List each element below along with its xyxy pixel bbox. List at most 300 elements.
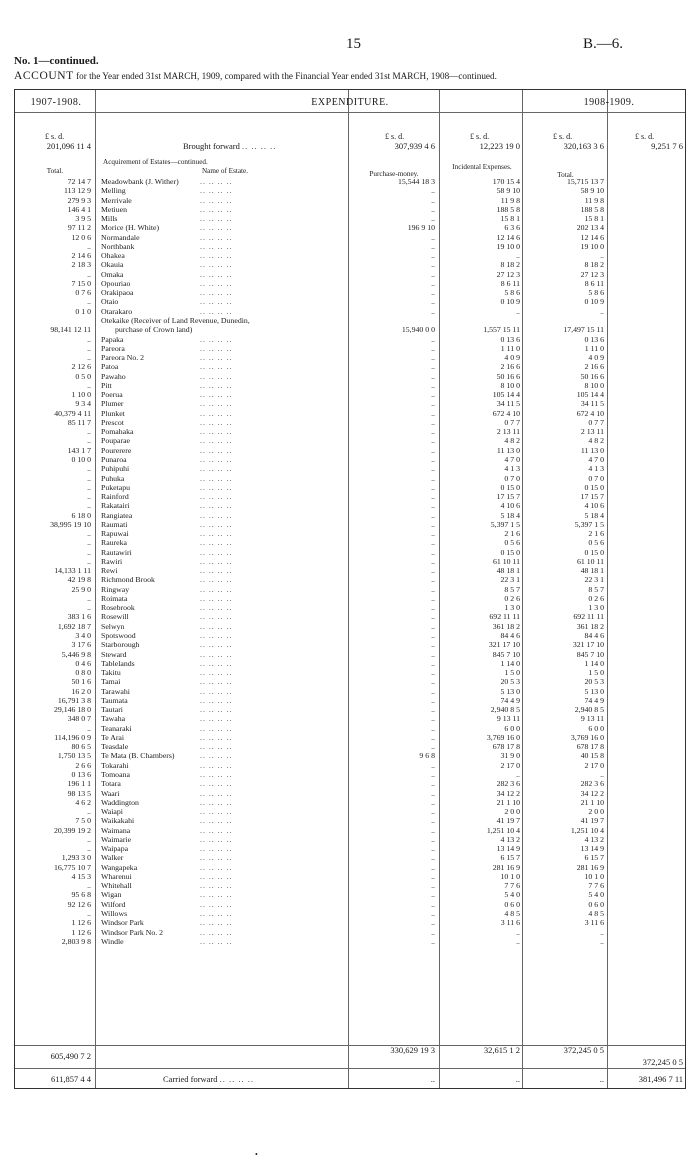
incidental-expenses-cell: 3,769 16 0 [486,732,520,742]
leader-dots: .. .. .. .. [200,473,233,483]
estate-name-cell: Punaroa [101,454,127,464]
table-row [15,242,687,251]
estate-name-cell: Pomahaka [101,427,134,437]
incidental-expenses-cell: 2,940 8 5 [490,705,520,715]
leader-dots: .. .. .. .. [200,464,233,474]
total-cell: 0 7 0 [588,473,604,483]
section-label: Acquirement of Estates—continued. [103,158,208,166]
prev-year-cell: 92 12 6 [67,899,91,909]
bf-label: Brought forward [183,141,240,151]
incidental-expenses-cell: 321 17 10 [488,640,520,650]
table-row [15,446,687,455]
purchase-money-cell: .. [431,297,435,307]
total-cell: 1 5 0 [588,668,604,678]
prev-year-cell: .. [87,353,91,363]
total-cell: 27 12 3 [580,269,604,279]
prev-year-cell: .. [87,538,91,548]
estate-name-cell: Mills [101,214,118,224]
leader-dots: .. .. .. .. [200,825,233,835]
incidental-expenses-cell: 15 8 1 [500,214,520,224]
table-row [15,696,687,705]
total-cell: 84 4 6 [584,631,604,641]
total-cell: 845 7 10 [576,649,604,659]
leader-dots: .. .. .. .. [200,445,233,455]
purchase-money-cell: .. [431,640,435,650]
total-cell: 2,940 8 5 [574,705,604,715]
purchase-money-cell: .. [431,464,435,474]
table-row [15,186,687,195]
prev-year-cell: 40,379 4 11 [54,408,91,418]
leader-dots: .. .. .. .. [200,593,233,603]
table-row [15,362,687,371]
table-row [15,297,687,306]
subtotal-incidental: 32,615 1 2 [483,1045,520,1055]
total-cell: 3,769 16 0 [570,732,604,742]
incidental-expenses-cell: 170 15 4 [492,177,520,186]
estate-name-cell: Raureka [101,538,127,548]
leader-dots: .. .. .. .. [200,380,233,390]
incidental-expenses-cell: 12 14 6 [496,232,520,242]
prev-year-cell: 0 4 6 [75,658,91,668]
incidental-expenses-cell: 21 1 10 [496,797,520,807]
prev-year-cell: 1,293 3 0 [61,853,91,863]
leader-dots: .. .. .. .. [200,603,233,613]
table-row [15,770,687,779]
estate-name-cell: Starborough [101,640,140,650]
incidental-expenses-cell: 0 7 7 [504,417,520,427]
total-cell: 11 9 8 [584,195,604,205]
leader-dots: .. .. .. .. [200,927,233,937]
prev-year-cell: 7 5 0 [75,816,91,826]
table-row [15,909,687,918]
table-row [15,668,687,677]
prev-year-cell: .. [87,492,91,502]
table-row [15,399,687,408]
prev-year-cell: 9 3 4 [75,399,91,409]
table-row [15,205,687,214]
purchase-money-cell: .. [431,890,435,900]
estate-name-cell: Wigan [101,890,122,900]
estate-name-cell: Puhipuhi [101,464,130,474]
purchase-money-cell: .. [431,631,435,641]
estate-name-cell: Rangiatea [101,510,133,520]
purchase-money-cell: .. [431,927,435,937]
total-cell: 74 4 9 [584,695,604,705]
total-cell: 5 18 4 [584,510,604,520]
table-row [15,798,687,807]
estate-name-cell: Wilford [101,899,126,909]
purchase-money-cell: .. [431,417,435,427]
estate-name-cell: Totara [101,779,121,789]
prev-year-cell: .. [87,464,91,474]
table-row [15,853,687,862]
table-row [15,751,687,760]
prev-year-cell: 1,750 13 5 [57,751,91,761]
purchase-money-cell: .. [431,862,435,872]
total-cell: 2 16 6 [584,362,604,372]
name-label: Name of Estate. [201,167,249,175]
prev-year-cell: 0 8 0 [75,668,91,678]
incidental-expenses-cell: 5 18 4 [500,510,520,520]
total-cell: 2 0 0 [588,807,604,817]
table-row [15,863,687,872]
estate-name-cell: Puhuka [101,473,125,483]
incidental-expenses-cell: .. [516,251,520,261]
estate-name-cell: Wharenui [101,871,132,881]
incidental-expenses-cell: 61 10 11 [493,556,520,566]
total-cell: 11 13 0 [580,445,604,455]
prev-year-cell: 279 9 3 [67,195,91,205]
total-cell: 1 3 0 [588,603,604,613]
leader-dots: .. .. .. .. [200,399,233,409]
table-row [15,881,687,890]
purchase-money-cell: .. [431,436,435,446]
total-cell: 20 5 3 [584,677,604,687]
table-row [15,687,687,696]
table-row [15,307,687,316]
prev-year-cell: 1 12 6 [71,918,91,928]
purchase-money-cell: .. [431,204,435,214]
total-cell: 0 15 0 [584,482,604,492]
prev-year-cell: .. [87,881,91,891]
prev-year-cell: 0 1 0 [75,306,91,316]
continued-subtitle: No. 1—continued. [14,55,99,67]
leader-dots: .. .. .. .. [200,695,233,705]
purchase-money-cell: .. [431,834,435,844]
table-row [15,529,687,538]
incidental-expenses-cell: 34 11 5 [496,399,520,409]
estate-name-cell: Ohakea [101,251,125,261]
estate-name-cell: Wangapeka [101,862,138,872]
leader-dots: .. .. .. .. [200,186,233,196]
leader-dots: .. .. .. .. [200,195,233,205]
estate-name-cell: Otaio [101,297,119,307]
account-word: ACCOUNT [14,70,74,82]
estate-name-cell: Tomoana [101,770,130,779]
purchase-money-cell: .. [431,723,435,733]
subtotal-purchase: 330,629 19 3 [390,1045,435,1055]
estate-name-cell: Waari [101,788,120,798]
total-cell: 6 0 0 [588,723,604,733]
incidental-expenses-cell: 672 4 10 [492,408,520,418]
leader-dots: .. .. .. .. [200,269,233,279]
incidental-expenses-cell: 19 10 0 [496,241,520,251]
estate-name-cell: Te Mata (B. Chambers) [101,751,175,761]
table-row [15,807,687,816]
table-row [15,233,687,242]
estate-name-cell: Normandale [101,232,140,242]
total-cell: 4 7 0 [588,454,604,464]
estate-name-cell: Rapuwai [101,529,129,539]
estate-name-cell: Pareora No. 2 [101,353,145,363]
leader-dots: .. .. .. .. [200,779,233,789]
incidental-expenses-cell: 8 10 0 [500,380,520,390]
prev-year-cell: 42 19 8 [67,575,91,585]
table-row [15,353,687,362]
incidental-expenses-cell: 22 3 1 [500,575,520,585]
incidental-expenses-cell: 0 15 0 [500,547,520,557]
leader-dots: .. .. .. .. [200,834,233,844]
prev-year-cell: 0 5 0 [75,371,91,381]
leader-dots: .. .. .. .. [200,751,233,761]
incidental-expenses-cell: .. [516,306,520,316]
total-cell: 8 6 11 [584,278,604,288]
purchase-money-cell: .. [431,510,435,520]
prev-year-cell: 113 12 9 [64,186,91,196]
estate-name-cell: Opouriao [101,278,131,288]
incidental-expenses-cell: 8 5 7 [504,584,520,594]
total-cell: 1 11 0 [584,343,604,353]
incidental-expenses-cell: 2 0 0 [504,807,520,817]
prev-year-cell: 98,141 12 11 [50,325,91,335]
table-row [15,372,687,381]
incidental-expenses-cell: 4 1 3 [504,464,520,474]
prev-year-cell: 143 1 7 [67,445,91,455]
total-cell: 50 16 6 [580,371,604,381]
leader-dots: .. .. .. .. [200,232,233,242]
estate-name-cell: Tablelands [101,658,135,668]
prev-year-cell: .. [87,547,91,557]
purchase-money-cell: .. [431,519,435,529]
prev-year-cell: 29,146 18 0 [53,705,91,715]
table-row [15,251,687,260]
total-cell: 34 12 2 [580,788,604,798]
incidental-expenses-cell: 0 7 0 [504,473,520,483]
estate-name-cell: Te Arai [101,732,125,742]
total-cell: 188 5 8 [580,204,604,214]
incidental-expenses-cell: 1 5 0 [504,668,520,678]
prev-year-cell: .. [87,501,91,511]
table-row [15,483,687,492]
incidental-expenses-cell: 4 10 6 [500,501,520,511]
leader-dots: .. .. .. .. [200,223,233,233]
incidental-expenses-cell: 361 18 2 [492,621,520,631]
purchase-money-cell: .. [431,575,435,585]
prev-year-cell: 72 14 7 [67,177,91,186]
table-row [15,260,687,269]
expenditure-table: 1907-1908. EXPENDITURE. 1908-1909. £ s. d. £ s. d. £ s. d. £ s. d. £ s. d. 201,096 11 4 Brought forward .. .. .. .. 307,939 4 6 12,223 19 0 320,163 3 6 9,251 7 6 Total. Acquirement of Estates—continued. Name of Estate. Purchase-money. Incidental Expenses. Total. 72 14 7 Meadowbank (J. Wither) 15,544 18 3 170 15 4 15,715 13 7 .. .. .. .. 113 12 9 Melling .. 58 9 10 58 9 10 .. .. .. .. 279 9 3 Merrivale .. 11 9 8 11 9 8 .. .. .. .. 146 4 1 Metiuen .. 188 5 8 188 5 8 .. .. .. .. 3 9 5 Mills .. 15 8 1 15 8 1 .. .. .. .. 97 11 2 Morice (H. White) 196 9 10 6 3 6 202 13 4 .. .. .. .. 12 0 6 Normandale .. 12 14 6 12 14 6 .. .. .. .. .. Northbank .. 19 10 0 19 10 0 .. .. .. .. 2 14 6 Ohakea .. .. .. .. .. .. .. 2 18 3 Okauia .. 8 18 2 8 18 2 .. .. .. .. .. Omaka .. 27 12 3 27 12 3 .. .. .. .. 7 15 0 Opouriao .. 8 6 11 8 6 11 .. .. .. .. 0 7 6 Orakipaoa .. 5 8 6 5 8 6 .. .. .. .. .. Otaio .. 0 10 9 0 10 9 .. .. .. .. 0 1 0 Otarakaro .. .. .. .. .. .. .. Otekaike (Receiver of Land Revenue, Dunedin, 98,141 12 11 purchase of Crown land) 15,940 0 0 1,557 15 11 17,497 15 11 .. Papaka .. 0 13 6 0 13 6 .. .. .. .. .. Pareora .. 1 11 0 1 11 0 .. .. .. .. .. Pareora No. 2 .. 4 0 9 4 0 9 .. .. .. .. 2 12 6 Patoa .. 2 16 6 2 16 6 .. .. .. .. 0 5 0 Pawaho .. 50 16 6 50 16 6 .. .. .. .. .. Pitt .. 8 10 0 8 10 0 .. .. .. .. 1 10 0 Poerua .. 105 14 4 105 14 4 .. .. .. .. 9 3 4 Plumer .. 34 11 5 34 11 5 .. .. .. .. 40,379 4 11 Plunket .. 672 4 10 672 4 10 .. .. .. .. 85 11 7 Prescot .. 0 7 7 0 7 7 .. .. .. .. .. Pomahaka .. 2 13 11 2 13 11 .. .. .. .. .. Pouparae .. 4 8 2 4 8 2 .. .. .. .. 143 1 7 Pourerere .. 11 13 0 11 13 0 .. .. .. .. 0 10 0 Punaroa .. 4 7 0 4 7 0 .. .. .. .. .. Puhipuhi .. 4 1 3 4 1 3 .. .. .. .. .. Puhuka .. 0 7 0 0 7 0 .. .. .. .. .. Puketapu .. 0 15 0 0 15 0 .. .. .. .. .. Rainford .. 17 15 7 17 15 7 .. .. .. .. .. Rakatairi .. 4 10 6 4 10 6 .. .. .. .. 6 18 0 Rangiatea .. 5 18 4 5 18 4 .. .. .. .. 38,995 19 10 Raumati .. 5,397 1 5 5,397 1 5 .. .. .. .. .. Rapuwai .. 2 1 6 2 1 6 .. .. .. .. .. Raureka .. 0 5 6 0 5 6 .. .. .. .. .. Rautawiri .. 0 15 0 0 15 0 .. .. .. .. .. Rawiri .. 61 10 11 61 10 11 .. .. .. .. 14,133 1 11 Rewi .. 48 18 1 48 18 1 .. .. .. .. 42 19 8 Richmond Brook .. 22 3 1 22 3 1 .. .. .. .. 25 9 0 Ringway .. 8 5 7 8 5 7 .. .. .. .. .. Roimata .. 0 2 6 0 2 6 .. .. .. .. .. Rosebrook .. 1 3 0 1 3 0 .. .. .. .. 383 1 6 Rosewill .. 692 11 11 692 11 11 .. .. .. .. 1,692 18 7 Selwyn .. 361 18 2 361 18 2 .. .. .. .. 3 4 0 Spotswood .. 84 4 6 84 4 6 .. .. .. .. 3 17 6 Starborough .. 321 17 10 321 17 10 .. .. .. .. 5,446 9 8 Steward .. 845 7 10 845 7 10 .. .. .. .. 0 4 6 Tablelands .. 1 14 0 1 14 0 .. .. .. .. 0 8 0 Takitu .. 1 5 0 1 5 0 .. .. .. .. 50 1 6 Tamai .. 20 5 3 20 5 3 .. .. .. .. 16 2 0 Tarawahi .. 5 13 0 5 13 0 .. .. .. .. 16,791 3 8 Taumata .. 74 4 9 74 4 9 .. .. .. .. 29,146 18 0 Tautari .. 2,940 8 5 2,940 8 5 .. .. .. .. 348 0 7 Tawaha .. 9 13 11 9 13 11 .. .. .. .. .. Teanaraki .. 6 0 0 6 0 0 .. .. .. .. 114,196 0 9 Te Arai .. 3,769 16 0 3,769 16 0 .. .. .. .. 80 6 5 Teasdale .. 678 17 8 678 17 8 .. .. .. .. 1,750 13 5 Te Mata (B. Chambers) 9 6 8 31 9 0 40 15 8 .. .. .. .. 2 6 6 Tokarahi .. 2 17 0 2 17 0 .. .. .. .. 0 13 6 Tomoana .. .. .. .. .. .. .. 196 1 1 Totara .. 282 3 6 282 3 6 .. .. .. .. 98 13 5 Waari .. 34 12 2 34 12 2 .. .. .. .. 4 6 2 Waddington .. 21 1 10 21 1 10 .. .. .. .. .. Waiapi .. 2 0 0 2 0 0 .. .. .. .. 7 5 0 Waikakahi .. 41 19 7 41 19 7 .. .. .. .. 20,399 19 2 Waimana .. 1,251 10 4 1,251 10 4 .. .. .. .. .. Waimarie .. 4 13 2 4 13 2 .. .. .. .. .. Waipapa .. 13 14 9 13 14 9 .. .. .. .. 1,293 3 0 Walker .. 6 15 7 6 15 7 .. .. .. .. 16,775 10 7 Wangapeka .. 281 16 9 281 16 9 .. .. .. .. 4 15 3 Wharenui .. 10 1 0 10 1 0 .. .. .. .. .. Whitehall .. 7 7 6 7 7 6 .. .. .. .. 95 6 8 Wigan .. 5 4 0 5 4 0 .. .. .. .. 92 12 6 Wilford .. 0 6 0 0 6 0 .. .. .. .. .. Willows .. 4 8 5 4 8 5 .. .. .. .. 1 12 6 Windsor Park .. 3 11 6 3 11 6 .. .. .. .. 1 12 6 Windsor Park No. 2 .. .. .. .. .. .. .. 2,803 9 8 Windle .. .. .. .. .. .. .. 605,490 7 2 330,629 19 3 32,615 1 2 372,245 0 5 372,245 0 5 611,857 4 4 Carried forward .. .. .. .. .. .. .. 381,496 7 11 [14,89,686,1089]
table-row [15,381,687,390]
purchase-money-cell: .. [431,501,435,511]
prev-year-cell: 16,791 3 8 [57,695,91,705]
prev-year-cell: 25 9 0 [71,584,91,594]
purchase-money-cell: .. [431,538,435,548]
purchase-money-cell: .. [431,445,435,455]
purchase-money-cell: .. [431,844,435,854]
estate-name-cell: Rawiri [101,556,123,566]
prev-year-cell: 348 0 7 [67,714,91,724]
leader-dots: .. .. .. .. [200,306,233,316]
table-row [15,501,687,510]
purchase-money-cell: 15,940 0 0 [401,325,435,335]
total-cell: 321 17 10 [572,640,604,650]
incidental-expenses-cell: 2 16 6 [500,362,520,372]
purchase-money-cell: .. [431,343,435,353]
estate-name-cell: Tamai [101,677,121,687]
leader-dots: .. .. .. .. [200,908,233,918]
table-row [15,427,687,436]
incidental-expenses-cell: 41 19 7 [496,816,520,826]
purchase-money-cell: .. [431,705,435,715]
prev-year-cell: 3 4 0 [75,631,91,641]
incidental-expenses-cell: 4 7 0 [504,454,520,464]
prev-year-cell: 196 1 1 [67,779,91,789]
prev-year-cell: 97 11 2 [67,223,91,233]
total-label: Total. [46,167,64,175]
purchase-money-cell: 9 6 8 [419,751,435,761]
incidental-expenses-cell: 0 10 9 [500,297,520,307]
estate-name-cell: Waimana [101,825,131,835]
total-cell: 6 15 7 [584,853,604,863]
estate-name-cell: Raumati [101,519,128,529]
total-cell: 2 13 11 [580,427,604,437]
estate-name-cell: Poerua [101,390,123,400]
leader-dots: .. .. .. .. [200,770,233,779]
incidental-expenses-cell: 74 4 9 [500,695,520,705]
bf-final: 9,251 7 6 [651,141,683,151]
estate-name-cell: Papaka [101,334,124,344]
incidental-expenses-cell: 5 8 6 [504,288,520,298]
leader-dots: .. .. .. .. [200,899,233,909]
table-row [15,918,687,927]
incidental-expenses-cell: 8 6 11 [500,278,520,288]
leader-dots: .. .. .. .. [200,288,233,298]
prev-year-header: 1907-1908. [30,97,82,108]
incidental-expenses-cell: 50 16 6 [496,371,520,381]
prev-year-cell: .. [87,473,91,483]
total-cell: 678 17 8 [576,742,604,752]
incidental-expenses-cell: 0 5 6 [504,538,520,548]
total-cell: 34 11 5 [580,399,604,409]
table-row [15,390,687,399]
bf-total: 320,163 3 6 [563,141,604,151]
total-cell: 5 8 6 [588,288,604,298]
purchase-money-cell: .. [431,695,435,705]
incidental-expenses-cell: 3 11 6 [500,918,520,928]
total-cell: 0 13 6 [584,334,604,344]
prev-year-cell: 0 13 6 [71,770,91,779]
prev-year-cell: .. [87,427,91,437]
incidental-expenses-cell: 27 12 3 [496,269,520,279]
total-cell: 0 2 6 [588,593,604,603]
table-row [15,659,687,668]
estate-name-cell: Tokarahi [101,760,129,770]
estate-name-cell: Merrivale [101,195,132,205]
leader-dots: .. .. .. .. [200,760,233,770]
bf-prev: 201,096 11 4 [46,141,91,151]
incidental-expenses-cell: 7 7 6 [504,881,520,891]
estate-name-cell: Pareora [101,343,125,353]
total-cell: 282 3 6 [580,779,604,789]
estate-name-cell: Rautawiri [101,547,132,557]
estate-name-cell: Rosebrook [101,603,135,613]
table-row [15,335,687,344]
estate-name-cell: Willows [101,908,128,918]
purchase-money-cell: .. [431,241,435,251]
leader-dots: .. .. .. .. [200,417,233,427]
purchase-money-cell: .. [431,195,435,205]
total-cell: 5 13 0 [584,686,604,696]
leader-dots: .. .. .. .. [200,547,233,557]
estate-name-cell: Otarakaro [101,306,133,316]
purchase-money-cell: .. [431,529,435,539]
leader-dots: .. .. .. .. [200,871,233,881]
incidental-expenses-cell: 0 15 0 [500,482,520,492]
incidental-expenses-cell: 2 17 0 [500,760,520,770]
leader-dots: .. .. .. .. [200,566,233,576]
leader-dots: .. .. .. .. [200,584,233,594]
leader-dots: .. .. .. .. [200,371,233,381]
incidental-expenses-cell: 5 4 0 [504,890,520,900]
purchase-money-cell: .. [431,788,435,798]
estate-name-cell: Otekaike (Receiver of Land Revenue, Dunedin, [101,315,250,325]
total-cell: 9 13 11 [580,714,604,724]
prev-year-cell: .. [87,436,91,446]
table-row [15,677,687,686]
purchase-money-cell: 15,544 18 3 [397,177,435,186]
estate-name-cell: Waiapi [101,807,123,817]
purchase-money-cell: .. [431,658,435,668]
total-cell: 10 1 0 [584,871,604,881]
prev-year-cell: .. [87,834,91,844]
purchase-money-cell: .. [431,779,435,789]
leader-dots: .. .. .. .. [200,538,233,548]
estate-name-cell: Waipapa [101,844,129,854]
incidental-expenses-cell: 8 18 2 [500,260,520,270]
leader-dots: .. .. .. .. [200,788,233,798]
estate-name-cell: Rosewill [101,612,129,622]
purchase-money-cell: .. [431,714,435,724]
purchase-money-cell: .. [431,621,435,631]
table-row [15,520,687,529]
prev-year-cell: 2 6 6 [75,760,91,770]
total-cell: 5 4 0 [588,890,604,900]
prev-year-cell: 3 9 5 [75,214,91,224]
cf-incidental: .. [515,1074,520,1084]
table-row [15,316,687,325]
table-row [15,844,687,853]
total-cell: 17 15 7 [580,492,604,502]
incidental-expenses-cell: 845 7 10 [492,649,520,659]
prev-year-cell: 95 6 8 [71,890,91,900]
table-row [15,270,687,279]
table-row [15,344,687,353]
incidental-expenses-cell: 0 2 6 [504,593,520,603]
total-cell: 672 4 10 [576,408,604,418]
leader-dots: .. .. .. .. [200,177,233,186]
purchase-money-cell: .. [431,408,435,418]
leader-dots: .. .. .. .. [200,816,233,826]
leader-dots: .. .. .. .. [200,362,233,372]
prev-year-cell: .. [87,908,91,918]
estate-name-cell: Omaka [101,269,124,279]
leader-dots: .. .. .. .. [200,807,233,817]
purchase-money-cell: .. [431,908,435,918]
cf-total: .. [599,1074,604,1084]
estate-name-cell: Okauia [101,260,124,270]
estate-name-cell: Tautari [101,705,123,715]
estate-rows [15,177,687,946]
purchase-money-cell: .. [431,547,435,557]
purchase-money-cell: .. [431,593,435,603]
total-cell: 361 18 2 [576,621,604,631]
prev-year-cell: .. [87,241,91,251]
prev-year-cell: 4 6 2 [75,797,91,807]
total-cell: 8 10 0 [584,380,604,390]
total-cell: 61 10 11 [577,556,604,566]
purchase-money-cell: .. [431,251,435,261]
prev-year-cell: .. [87,297,91,307]
